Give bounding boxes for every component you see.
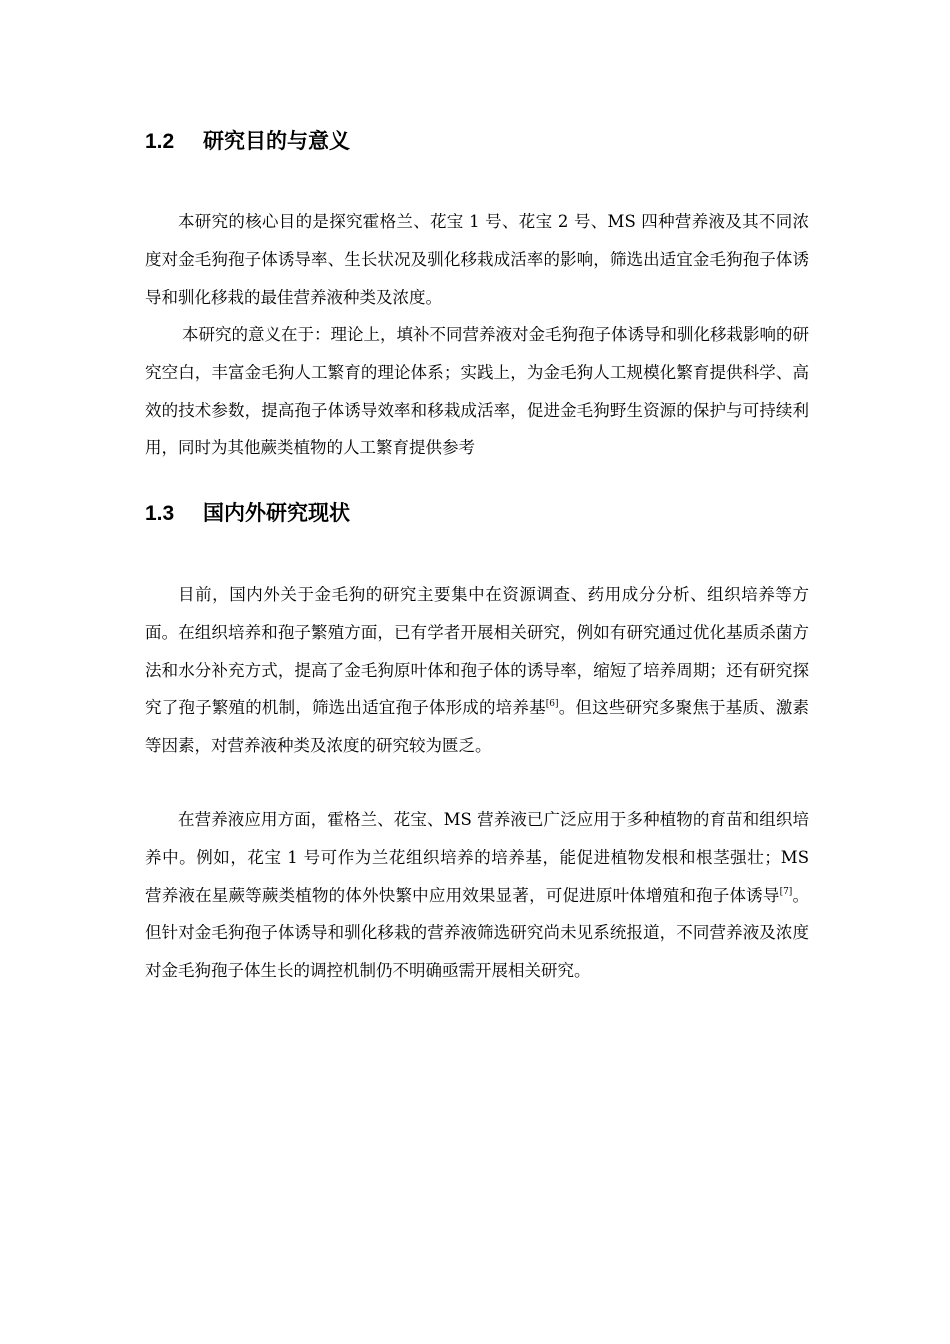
paragraph-text: 。但针对金毛狗孢子体诱导和驯化移栽的营养液筛选研究尚未见系统报道，不同营养液及浓度对金毛狗孢子体生长的调控机制仍不明确亟需开展相关研究。 (145, 885, 810, 981)
paragraph-text: 在营养液应用方面，霍格兰、花宝、MS 营养液已广泛应用于多种植物的育苗和组织培养中。例如，花宝 1 号可作为兰花组织培养的培养基，能促进植物发根和根茎强壮；MS 营养液在星蕨等蕨类植物的体外快繁中应用效果显著，可促进原叶体增殖和孢子体诱导 (145, 810, 809, 905)
section-number: 1.2 (145, 130, 175, 153)
section-title: 国内外研究现状 (203, 502, 350, 525)
citation-ref: [6] (545, 699, 559, 710)
paragraph: 本研究的意义在于：理论上，填补不同营养液对金毛狗孢子体诱导和驯化移栽影响的研究空白，丰富金毛狗人工繁育的理论体系；实践上，为金毛狗人工规模化繁育提供科学、高效的技术参数，提高孢子体诱导效率和移栽成活率，促进金毛狗野生资源的保护与可持续利用，同时为其他蕨类植物的人工繁育提供参考 (145, 325, 809, 458)
paragraph (145, 576, 809, 765)
paragraph (145, 801, 809, 990)
paragraph-text: 目前，国内外关于金毛狗的研究主要集中在资源调查、药用成分分析、组织培养等方面。在组织培养和孢子繁殖方面，已有学者开展相关研究，例如有研究通过优化基质杀菌方法和水分补充方式，提高了金毛狗原叶体和孢子体的诱导率，缩短了培养周期；还有研究探究了孢子繁殖的机制，筛选出适宜孢子体形成的培养基 (145, 585, 809, 718)
section-heading-1-3 (145, 500, 350, 528)
paragraph-text: 。但这些研究多聚焦于基质、激素等因素，对营养液种类及浓度的研究较为匮乏。 (145, 698, 810, 756)
paragraph: 本研究的核心目的是探究霍格兰、花宝 1 号、花宝 2 号、MS 四种营养液及其不同浓度对金毛狗孢子体诱导率、生长状况及驯化移栽成活率的影响，筛选出适宜金毛狗孢子体诱导和驯化移栽的最佳营养液种类及浓度。 (145, 212, 809, 307)
citation-ref: [7] (779, 886, 793, 897)
section-number: 1.3 (145, 502, 175, 525)
section-title: 研究目的与意义 (203, 130, 350, 153)
section-heading-1-2 (145, 128, 350, 156)
